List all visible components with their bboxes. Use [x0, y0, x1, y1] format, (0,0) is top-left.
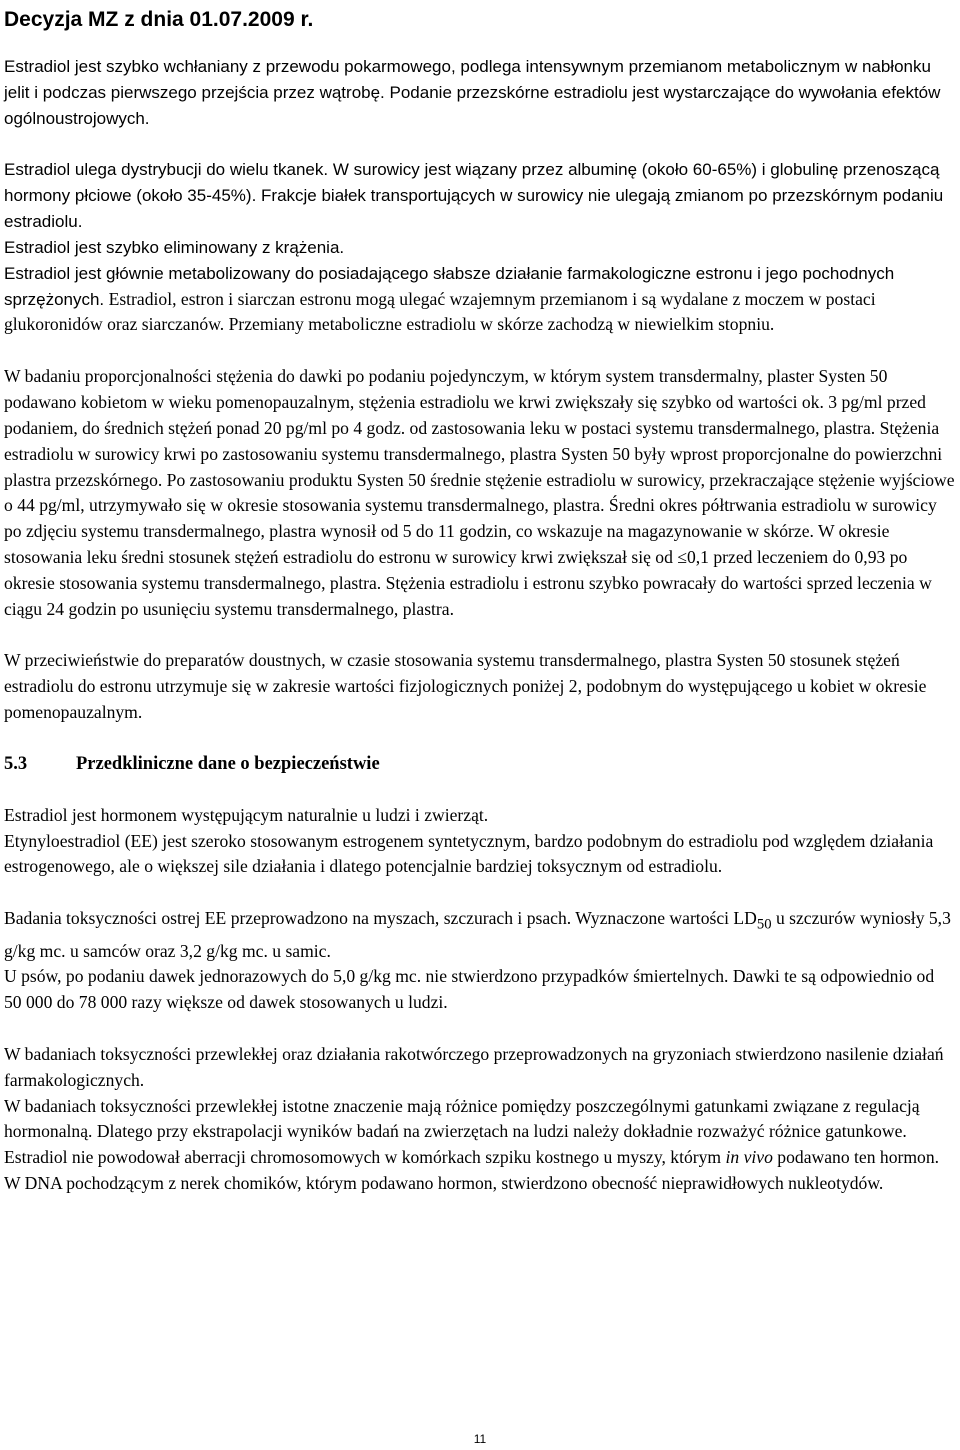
- acute-toxicity-paragraph: [4, 906, 956, 964]
- document-body: [4, 54, 956, 1197]
- in-vivo-emphasis: in vivo: [725, 1147, 773, 1168]
- page-number: 11: [473, 1432, 487, 1446]
- metabolism-paragraph: [4, 261, 956, 339]
- metabolism-excretion-text: Estradiol, estron i siarczan estronu mogą ulegać wzajemnym przemianom i są wydalane z moczem w postaci glukoronidów oraz siarczanów. Przemiany metaboliczne estradiolu w skórze zachodzą w niewielkim stopniu.: [4, 288, 876, 335]
- chronic-toxicity-paragraph: W badaniach toksyczności przewlekłej oraz działania rakotwórczego przeprowadzonych na gryzoniach stwierdzono nasilenie działań farmakologicznych.: [4, 1043, 944, 1090]
- acute-toxicity-results-text: u szczurów wyniosły 5,3 g/kg mc. u samców oraz 3,2 g/kg mc. u samic.: [4, 908, 951, 961]
- document-header-title: Decyzja MZ z dnia 01.07.2009 r.: [4, 8, 314, 31]
- chromosome-text-end: podawano ten hormon.: [772, 1147, 940, 1168]
- section-title: Przedkliniczne dane o bezpieczeństwie: [76, 753, 380, 774]
- elimination-paragraph: Estradiol jest szybko eliminowany z krążenia.: [4, 237, 345, 257]
- ld50-subscript: 50: [756, 916, 772, 933]
- distribution-text: Estradiol ulega dystrybucji do wielu tkanek.: [4, 160, 329, 180]
- dna-nucleotides-paragraph: W DNA pochodzącym z nerek chomików, którym podawano hormon, stwierdzono obecność nieprawidłowych nukleotydów.: [4, 1173, 884, 1194]
- transport-proteins-text: Frakcje białek transportujących w surowicy nie ulegają zmianom po przezskórnym podaniu estradiolu.: [4, 186, 944, 232]
- absorption-paragraph: Estradiol jest szybko wchłaniany z przewodu pokarmowego, podlega intensywnym przemianom metabolicznym w nabłonku jelit i podczas pierwszego przejścia przez wątrobę. Podanie przezskórne estradiolu jest wystarczające do wywołania efektów ogólnoustrojowych.: [4, 57, 941, 128]
- section-heading: [4, 752, 956, 778]
- species-differences-paragraph: W badaniach toksyczności przewlekłej istotne znaczenie mają różnice pomiędzy poszczególnymi gatunkami związane z regulacją hormonalną. Dlatego przy ekstrapolacji wyników badań na zwierzętach na ludzi należy dokładnie rozważyć różnice gatunkowe.: [4, 1095, 920, 1142]
- chromosome-text: Estradiol nie powodował aberracji chromosomowych w komórkach szpiku kostnego u myszy, którym: [4, 1147, 726, 1168]
- acute-toxicity-text: Badania toksyczności ostrej EE przeprowadzono na myszach, szczurach i psach. Wyznaczone wartości LD: [4, 908, 757, 929]
- chromosome-aberration-paragraph: [4, 1145, 956, 1171]
- oral-comparison-paragraph: W przeciwieństwie do preparatów doustnych, w czasie stosowania systemu transdermalnego, plastra Systen 50 stosunek stężeń estradiolu do estronu utrzymuje się w zakresie wartości fizjologicznych poniżej 2, podobnym do występującego u kobiet w okresie pomenopauzalnym.: [4, 650, 927, 723]
- metabolism-text: Estradiol jest głównie metabolizowany do posiadającego słabsze działanie farmakologiczne estronu i jego pochodnych sprzężonych.: [4, 263, 895, 309]
- binding-text: W surowicy jest wiązany przez albuminę (około 60-65%) i globulinę przenoszącą hormony płciowe (około 35-45%).: [4, 160, 940, 206]
- dose-proportionality-paragraph: W badaniu proporcjonalności stężenia do dawki po podaniu pojedynczym, w którym system transdermalny, plaster Systen 50 podawano kobietom w wieku pomenopauzalnym, stężenia estradiolu we krwi zwiększały się szybko od wartości ok. 3 pg/ml przed podaniem, do średnich stężeń ponad 20 pg/ml po 4 godz. od zastosowania leku w postaci systemu transdermalnego, plastra. Stężenia estradiolu w surowicy krwi po zastosowaniu systemu transdermalnego, plastra Systen 50 były wprost proporcjonalne do powierzchni plastra przezskórnego. Po zastosowaniu produktu Systen 50 średnie stężenie estradiolu w surowicy, przekraczające stężenie wyjściowe o 44 pg/ml, utrzymywało się w okresie stosowania systemu transdermalnego, plastra. Średni okres półtrwania estradiolu w surowicy po zdjęciu systemu transdermalnego, plastra wynosił od 5 do 11 godzin, co wskazuje na magazynowanie w skórze. W okresie stosowania leku średni stosunek stężeń estradiolu do estronu w surowicy krwi zwiększał się od ≤0,1 przed leczeniem do 0,93 po okresie stosowania systemu transdermalnego, plastra. Stężenia estradiolu i estronu szybko powracały do wartości sprzed leczenia w ciągu 24 godzin po usunięciu systemu transdermalnego, plastra.: [4, 366, 955, 619]
- dog-toxicity-paragraph: U psów, po podaniu dawek jednorazowych do 5,0 g/kg mc. nie stwierdzono przypadków śmiertelnych. Dawki te są odpowiednio od 50 000 do 78 000 razy większe od dawek stosowanych u ludzi.: [4, 966, 935, 1013]
- natural-hormone-paragraph: Estradiol jest hormonem występującym naturalnie u ludzi i zwierząt.: [4, 804, 489, 825]
- ethinylestradiol-paragraph: Etynyloestradiol (EE) jest szeroko stosowanym estrogenem syntetycznym, bardzo podobnym do estradiolu pod względem działania estrogenowego, ale o większej sile działania i dlatego potencjalnie bardziej toksycznym od estradiolu.: [4, 830, 934, 877]
- distribution-paragraph: [4, 157, 956, 235]
- section-number: 5.3: [4, 753, 28, 774]
